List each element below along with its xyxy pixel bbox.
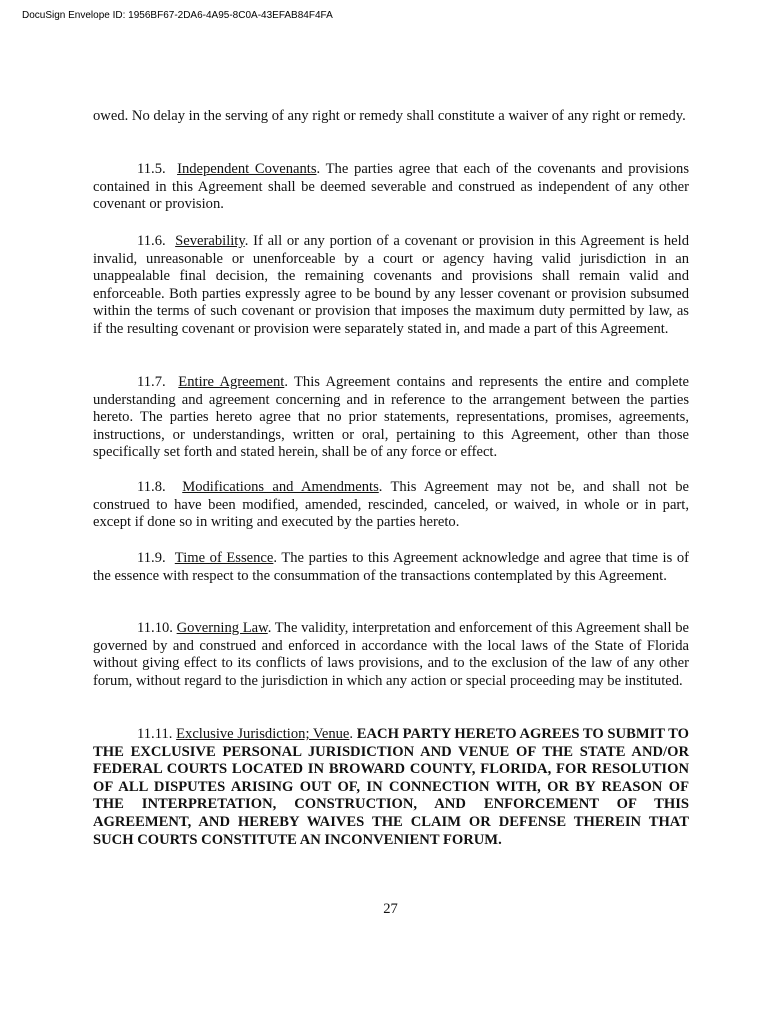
section-number: 11.8. (137, 479, 166, 495)
section-number: 11.10. (137, 620, 173, 636)
section-heading: Modifications and Amendments (182, 479, 379, 495)
section-heading: Severability (175, 233, 245, 249)
section-11-11: 11.11. Exclusive Jurisdiction; Venue. EACH PARTY HERETO AGREES TO SUBMIT TO THE EXCLUSIVE PERSONAL JURISDICTION AND VENUE OF THE STATE AND/OR FEDERAL COURTS LOCATED IN BROWARD COUNTY, FLORIDA, FOR RESOLUTION OF ALL DISPUTES ARISING OUT OF, IN CONNECTION WITH, OR BY REASON OF THE INTERPRETATION, CONSTRUCTION, AND ENFORCEMENT OF THIS AGREEMENT, AND HEREBY WAIVES THE CLAIM OR DEFENSE THEREIN THAT SUCH COURTS CONSTITUTE AN INCONVENIENT FORUM. (93, 726, 689, 848)
section-number: 11.6. (137, 233, 166, 249)
section-heading: Independent Covenants (177, 161, 317, 177)
section-11-9: 11.9. Time of Essence. The parties to this Agreement acknowledge and agree that time is of the essence with respect to the consummation of the transactions contemplated by this Agreement. (93, 550, 690, 584)
section-heading: Governing Law (176, 620, 268, 636)
section-body: EACH PARTY HERETO AGREES TO SUBMIT TO THE EXCLUSIVE PERSONAL JURISDICTION AND VENUE OF THE STATE AND/OR FEDERAL COURTS LOCATED IN BROWARD COUNTY, FLORIDA, FOR RESOLUTION OF ALL DISPUTES ARISING OUT OF, IN CONNECTION WITH, OR BY REASON OF THE INTERPRETATION, CONSTRUCTION, AND ENFORCEMENT OF THIS AGREEMENT, AND HEREBY WAIVES THE CLAIM OR DEFENSE THEREIN THAT SUCH COURTS CONSTITUTE AN INCONVENIENT FORUM. (93, 726, 689, 848)
section-body: The parties to this Agreement acknowledge and agree that time is of the essence with respect to the consummation of the transactions contemplated by this Agreement. (93, 550, 690, 584)
section-body: This Agreement contains and represents the entire and complete understanding and agreement concerning and in reference to the arrangement between the parties hereto. The parties hereto agree that no prior statements, representations, promises, agreements, instructions, or understandings, written or oral, pertaining to this Agreement, other than those specifically set forth and stated herein, shall be of any force or effect. (93, 374, 690, 461)
page-number: 27 (383, 901, 398, 917)
section-heading: Time of Essence (174, 550, 274, 566)
continuation-paragraph: owed. No delay in the serving of any right or remedy shall constitute a waiver of any right or remedy. (93, 108, 686, 124)
section-body: This Agreement may not be, and shall not be construed to have been modified, amended, rescinded, canceled, or waived, in whole or in part, except if done so in writing and executed by the parties hereto. (93, 479, 689, 531)
section-number: 11.9. (137, 550, 166, 566)
section-11-6: 11.6. Severability. If all or any portion of a covenant or provision in this Agreement is held invalid, unreasonable or unenforceable by a court or agency having valid jurisdiction in an unappealable final decision, the remaining covenants and provisions shall remain valid and enforceable. Both parties expressly agree to be bound by any lesser covenant or provision subsumed within the terms of such covenant or provision that imposes the maximum duty permitted by law, as if the resulting covenant or provision were separately stated in, and made a part of this Agreement. (93, 233, 690, 337)
section-heading: Exclusive Jurisdiction; Venue (176, 726, 350, 742)
section-body: The parties agree that each of the covenants and provisions contained in this Agreement shall be deemed severable and construed as independent of any other covenant or provision. (93, 161, 690, 213)
section-body: If all or any portion of a covenant or provision in this Agreement is held invalid, unreasonable or unenforceable by a court or agency having valid jurisdiction in an unappealable final decision, the remaining covenants and provisions shall remain valid and enforceable. Both parties expressly agree to be bound by any lesser covenant or provision subsumed within the terms of such covenant or provision that imposes the maximum duty permitted by law, as if the resulting covenant or provision were separately stated in, and made a part of this Agreement. (93, 233, 690, 337)
section-body: The validity, interpretation and enforcement of this Agreement shall be governed by and construed and enforced in accordance with the local laws of the State of Florida without giving effect to its conflicts of laws provisions, and to the exclusion of the law of any other forum, without regard to the jurisdiction in which any action or special proceeding may be instituted. (93, 620, 689, 689)
section-11-5: 11.5. Independent Covenants. The parties agree that each of the covenants and provisions contained in this Agreement shall be deemed severable and construed as independent of any other covenant or provision. (93, 161, 690, 213)
section-11-8: 11.8. Modifications and Amendments. This Agreement may not be, and shall not be construed to have been modified, amended, rescinded, canceled, or waived, in whole or in part, except if done so in writing and executed by the parties hereto. (93, 479, 689, 531)
section-heading: Entire Agreement (178, 374, 285, 390)
envelope-id: DocuSign Envelope ID: 1956BF67-2DA6-4A95-8C0A-43EFAB84F4FA (22, 10, 333, 21)
section-number: 11.7. (137, 374, 166, 390)
section-11-7: 11.7. Entire Agreement. This Agreement contains and represents the entire and complete understanding and agreement concerning and in reference to the arrangement between the parties hereto. The parties hereto agree that no prior statements, representations, promises, agreements, instructions, or understandings, written or oral, pertaining to this Agreement, other than those specifically set forth and stated herein, shall be of any force or effect. (93, 374, 690, 461)
section-number: 11.11. (137, 726, 173, 742)
section-number: 11.5. (137, 161, 166, 177)
section-11-10: 11.10. Governing Law. The validity, interpretation and enforcement of this Agreement shall be governed by and construed and enforced in accordance with the local laws of the State of Florida without giving effect to its conflicts of laws provisions, and to the exclusion of the law of any other forum, without regard to the jurisdiction in which any action or special proceeding may be instituted. (93, 620, 689, 689)
